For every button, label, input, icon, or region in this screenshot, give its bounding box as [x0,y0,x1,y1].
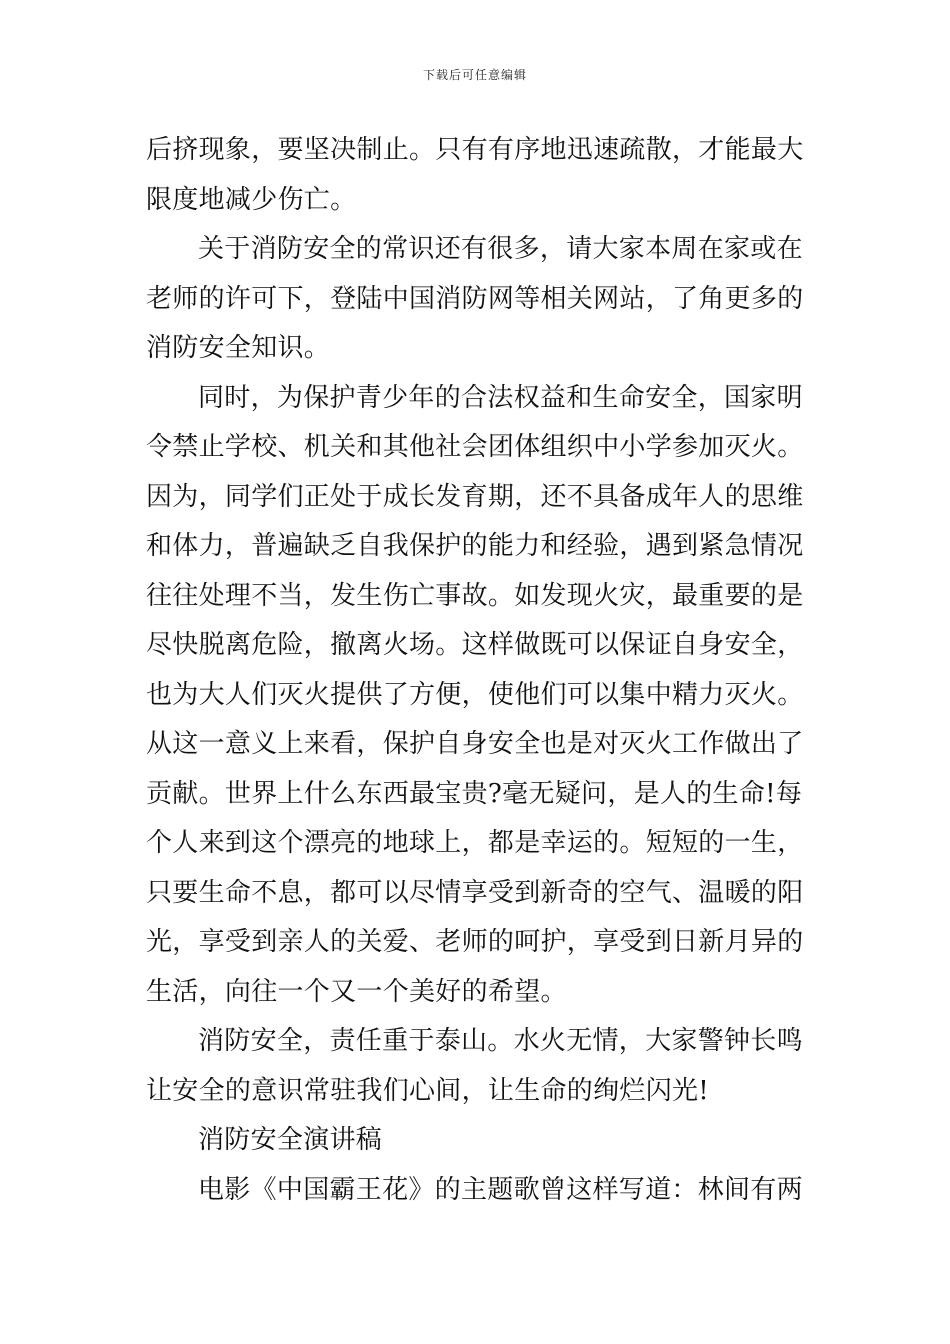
text-line: 消防安全，责任重于泰山。水火无情，大家警钟长鸣 [198,1026,803,1056]
text-line: 贡献。世界上什么东西最宝贵?毫无疑问，是人的生命!每 [146,778,803,809]
text-line: 只要生命不息，都可以尽情享受到新奇的空气、温暖的阳 [146,877,804,908]
page-header: 下载后可任意编辑 [422,68,527,82]
text-line: 因为，同学们正处于成长发育期，还不具备成年人的思维 [146,481,804,512]
text-line: 限度地减少伤亡。 [146,184,357,215]
text-line: 令禁止学校、机关和其他社会团体组织中小学参加灭火。 [146,432,804,462]
text-line: 也为大人们灭火提供了方便，使他们可以集中精力灭火。 [146,679,804,710]
text-line: 尽快脱离危险，撤离火场。这样做既可以保证自身安全， [146,630,804,660]
text-line: 从这一意义上来看，保护自身安全也是对灭火工作做出了 [146,729,804,759]
text-line: 往往处理不当，发生伤亡事故。如发现火灾，最重要的是 [146,580,804,611]
text-line: 后挤现象，要坚决制止。只有有序地迅速疏散，才能最大 [146,135,804,165]
text-line: 生活，向往一个又一个美好的希望。 [146,976,567,1007]
text-line: 消防安全知识。 [146,333,331,363]
text-line: 关于消防安全的常识还有很多，请大家本周在家或在 [198,234,803,264]
text-line: 光，享受到亲人的关爱、老师的呵护，享受到日新月异的 [146,927,804,957]
document-body [146,126,808,1215]
text-line: 老师的许可下，登陆中国消防网等相关网站，了角更多的 [146,283,804,314]
section-title: 消防安全演讲稿 [198,1125,383,1155]
text-line: 个人来到这个漂亮的地球上，都是幸运的。短短的一生， [146,828,804,858]
text-line: 和体力，普遍缺乏自我保护的能力和经验，遇到紧急情况 [146,531,804,561]
text-line: 同时，为保护青少年的合法权益和生命安全，国家明 [198,382,803,413]
text-line: 让安全的意识常驻我们心间，让生命的绚烂闪光! [146,1075,710,1106]
text-line: 电影《中国霸王花》的主题歌曾这样写道：林间有两 [198,1174,803,1205]
